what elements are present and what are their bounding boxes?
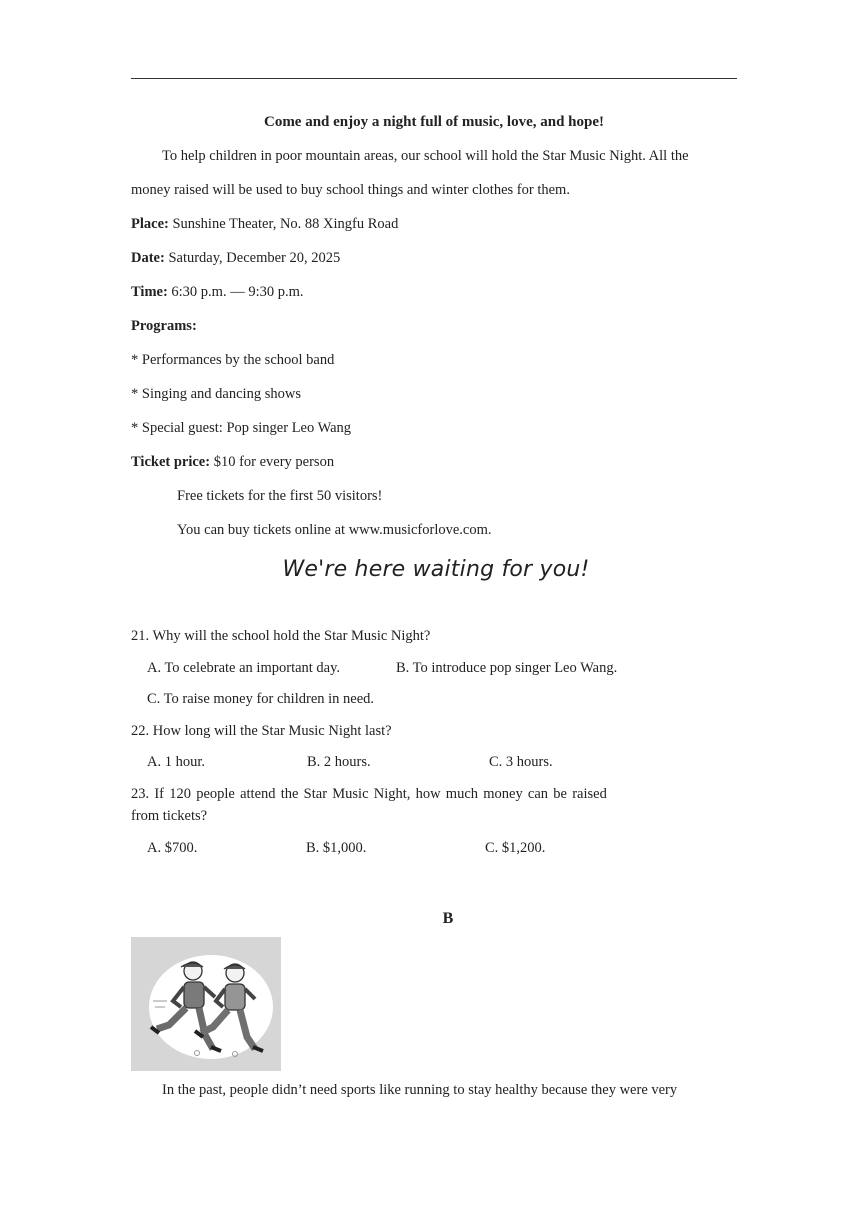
q21-option-a: A. To celebrate an important day. [147,660,341,676]
ticket-value: $10 for every person [213,454,335,470]
ticket-line [131,454,334,471]
q21-option-b: B. To introduce pop singer Leo Wang. [396,660,618,676]
q23-option-c: C. $1,200. [485,840,546,856]
programs-label: Programs: [131,318,197,334]
slogan: We're here waiting for you! [282,557,590,582]
date-value: Saturday, December 20, 2025 [168,250,341,266]
buy-online-note: You can buy tickets online at www.musicforlove.com. [177,522,492,538]
question-23-line-2: from tickets? [131,808,208,824]
date-line [131,250,340,267]
q21-option-c: C. To raise money for children in need. [147,691,375,707]
ticket-label: Ticket price: [131,454,211,470]
program-item: * Singing and dancing shows [131,386,301,402]
q22-option-b: B. 2 hours. [307,754,371,770]
place-value: Sunshine Theater, No. 88 Xingfu Road [172,216,399,232]
q23-option-a: A. $700. [147,840,198,856]
passage-b-first-line: In the past, people didn’t need sports like running to stay healthy because they were very [162,1082,678,1098]
question-22: 22. How long will the Star Music Night last? [131,723,392,739]
q23-option-b: B. $1,000. [306,840,367,856]
place-label: Place: [131,216,169,232]
program-item: * Special guest: Pop singer Leo Wang [131,420,352,436]
question-21: 21. Why will the school hold the Star Music Night? [131,628,431,644]
program-item: * Performances by the school band [131,352,335,368]
intro-line-1: To help children in poor mountain areas, our school will hold the Star Music Night. All the [162,148,689,164]
free-tickets-note: Free tickets for the first 50 visitors! [177,488,383,504]
date-label: Date: [131,250,165,266]
q22-option-c: C. 3 hours. [489,754,553,770]
two-runners-illustration [131,937,281,1071]
poster-heading: Come and enjoy a night full of music, love, and hope! [263,114,605,130]
time-label: Time: [131,284,168,300]
question-23-line-1: 23. If 120 people attend the Star Music Night, how much money can be raised [131,786,607,802]
time-line [131,284,304,301]
place-line [131,216,398,233]
header-rule [131,78,737,79]
intro-line-2: money raised will be used to buy school things and winter clothes for them. [131,182,570,198]
q22-option-a: A. 1 hour. [147,754,205,770]
time-value: 6:30 p.m. — 9:30 p.m. [171,284,304,300]
section-b-label: B [442,910,454,927]
